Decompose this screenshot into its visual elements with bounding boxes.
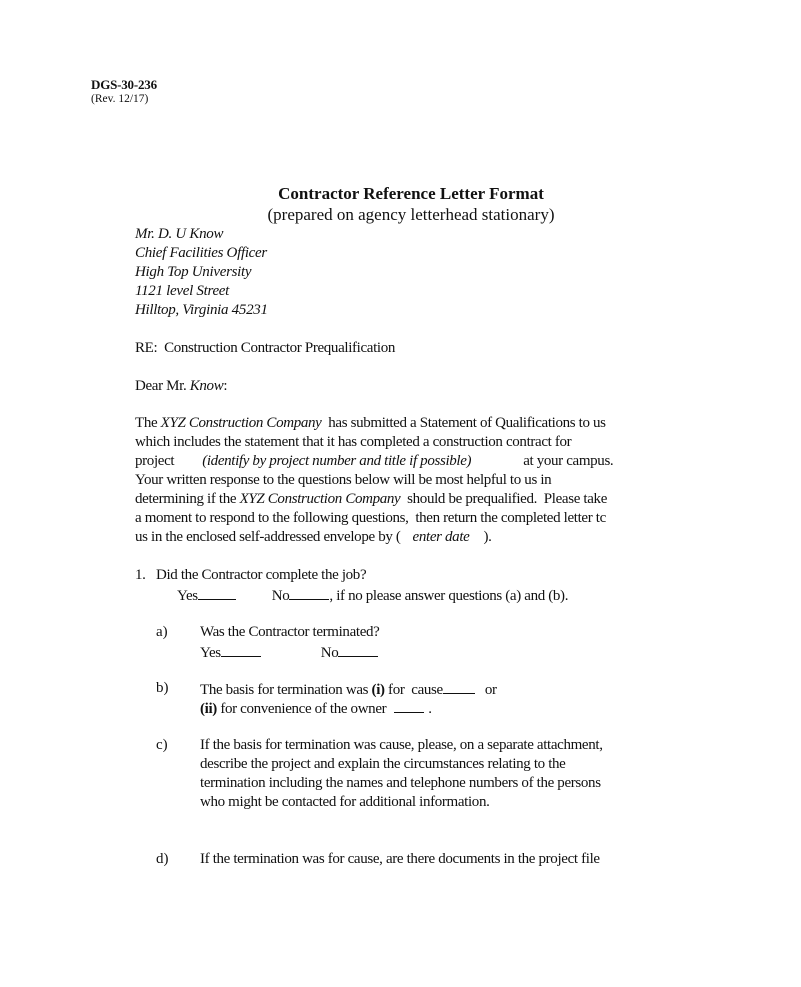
- intro-line-7: us in the enclosed self-addressed envelope by ( enter date ).: [135, 529, 492, 545]
- convenience-blank[interactable]: [394, 699, 424, 713]
- sub-c-line-1: If the basis for termination was cause, please, on a separate attachment,: [200, 737, 603, 753]
- salutation: Dear Mr. Know:: [135, 378, 228, 394]
- intro-line-2: which includes the statement that it has completed a construction contract for: [135, 434, 572, 450]
- sub-d-line-1: If the termination was for cause, are there documents in the project file: [200, 851, 600, 867]
- cause-blank[interactable]: [443, 680, 475, 694]
- question-1-number: 1.: [135, 567, 146, 583]
- sub-c-line-3: termination including the names and telephone numbers of the persons: [200, 775, 601, 791]
- sub-c-line-4: who might be contacted for additional information.: [200, 794, 490, 810]
- document-title: Contractor Reference Letter Format: [278, 184, 544, 203]
- intro-line-5: determining if the XYZ Construction Company should be prequalified. Please take: [135, 491, 608, 507]
- address-name: Mr. D. U Know: [135, 226, 224, 242]
- sub-c-line-2: describe the project and explain the circumstances relating to the: [200, 756, 566, 772]
- address-street: 1121 level Street: [135, 283, 230, 299]
- sub-a-answers: Yes No: [200, 643, 378, 662]
- intro-line-3: project (identify by project number and title if possible) at your campus.: [135, 453, 614, 469]
- question-1-text: Did the Contractor complete the job?: [156, 567, 367, 583]
- document-subtitle: (prepared on agency letterhead stationary): [267, 205, 555, 224]
- sub-a-no-blank[interactable]: [338, 643, 378, 657]
- sub-a-text: Was the Contractor terminated?: [200, 624, 380, 640]
- re-line: RE: Construction Contractor Prequalification: [135, 340, 396, 356]
- form-number: DGS-30-236: [91, 77, 157, 92]
- q1-no-blank[interactable]: [289, 586, 329, 600]
- intro-line-6: a moment to respond to the following questions, then return the completed letter tc: [135, 510, 606, 526]
- intro-line-4: Your written response to the questions below will be most helpful to us in: [135, 472, 552, 488]
- sub-a-yes-blank[interactable]: [221, 643, 261, 657]
- sub-a-label: a): [156, 624, 168, 640]
- sub-b-label: b): [156, 680, 169, 696]
- address-institution: High Top University: [135, 264, 252, 280]
- company-name: XYZ Construction Company: [160, 415, 322, 431]
- sub-b-line-2: (ii) for convenience of the owner .: [200, 701, 432, 717]
- sub-d-label: d): [156, 851, 169, 867]
- sub-b-line-1: The basis for termination was (i) for cause or: [200, 682, 497, 698]
- intro-line-1: The XYZ Construction Company has submitted a Statement of Qualifications to us: [135, 415, 606, 431]
- address-position: Chief Facilities Officer: [135, 245, 267, 261]
- address-city: Hilltop, Virginia 45231: [135, 302, 268, 318]
- sub-c-label: c): [156, 737, 168, 753]
- revision-date: (Rev. 12/17): [91, 93, 149, 105]
- q1-yes-blank[interactable]: [198, 586, 236, 600]
- date-hint: enter date: [412, 529, 470, 545]
- question-1-answers: Yes No , if no please answer questions (a) and (b).: [177, 588, 569, 604]
- project-hint: (identify by project number and title if possible): [202, 453, 472, 469]
